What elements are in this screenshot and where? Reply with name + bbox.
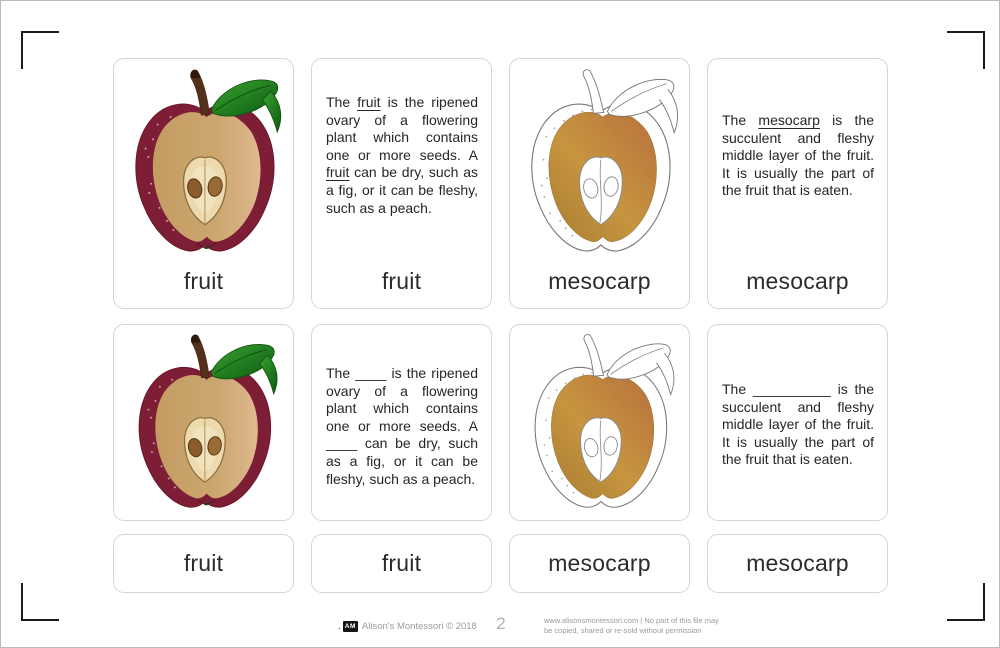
card-label: mesocarp xyxy=(548,268,651,294)
label-card-fruit-1: fruit xyxy=(113,534,294,593)
definition-card-fruit xyxy=(311,58,492,309)
picture-card-fruit-unlabeled xyxy=(113,324,294,521)
definition-card-fruit-blank xyxy=(311,324,492,521)
alisons-montessori-logo-icon: AM xyxy=(344,623,356,630)
card-label: mesocarp xyxy=(746,268,849,294)
definition-text: The fruit is the ripened ovary of a flowering plant which contains one or more seeds. A fruit can be dry, such as a fig, or it can be fleshy, such as a peach. xyxy=(326,94,478,216)
definition-text: The mesocarp is the succulent and fleshy middle layer of the fruit. It is usually the part of the fruit that is eaten. xyxy=(722,112,874,199)
crop-mark-top-left xyxy=(21,31,59,69)
definition-text-blank: The ____ is the ripened ovary of a flowering plant which contains one or more seeds. A ____ can be dry, such as a fig, or it can be fleshy, such as a peach. xyxy=(326,365,478,487)
label-card-fruit-2: fruit xyxy=(311,534,492,593)
definition-text-blank: The __________ is the succulent and fleshy middle layer of the fruit. It is usually the part of the fruit that is eaten. xyxy=(722,381,874,468)
crop-mark-bottom-right xyxy=(947,583,985,621)
apple-mesocarp-diagram xyxy=(521,67,679,257)
definition-card-mesocarp-blank xyxy=(707,324,888,521)
copyright-line-1: www.alisonsmontessori.com | No part of this file may xyxy=(544,616,719,625)
crop-mark-bottom-left xyxy=(21,583,59,621)
card-label: fruit xyxy=(183,268,224,294)
brand-credit xyxy=(338,621,477,632)
page-number: 2 xyxy=(496,614,506,633)
copyright-line-2: be copied, shared or re-sold without permission xyxy=(544,625,702,635)
apple-cross-section-image xyxy=(129,332,279,513)
crop-mark-top-right xyxy=(947,31,985,69)
picture-card-fruit xyxy=(113,58,294,309)
apple-cross-section-image xyxy=(125,67,283,257)
brand-text: Alison's Montessori © 2018 xyxy=(361,621,477,632)
picture-card-mesocarp-unlabeled xyxy=(509,324,690,521)
copyright-notice xyxy=(544,616,719,635)
definition-card-mesocarp xyxy=(707,58,888,309)
label-card-mesocarp-1: mesocarp xyxy=(509,534,690,593)
picture-card-mesocarp xyxy=(509,58,690,309)
card-label: fruit xyxy=(381,268,422,294)
apple-mesocarp-diagram xyxy=(525,332,675,513)
label-card-mesocarp-2: mesocarp xyxy=(707,534,888,593)
logo-dot: . xyxy=(338,621,341,632)
